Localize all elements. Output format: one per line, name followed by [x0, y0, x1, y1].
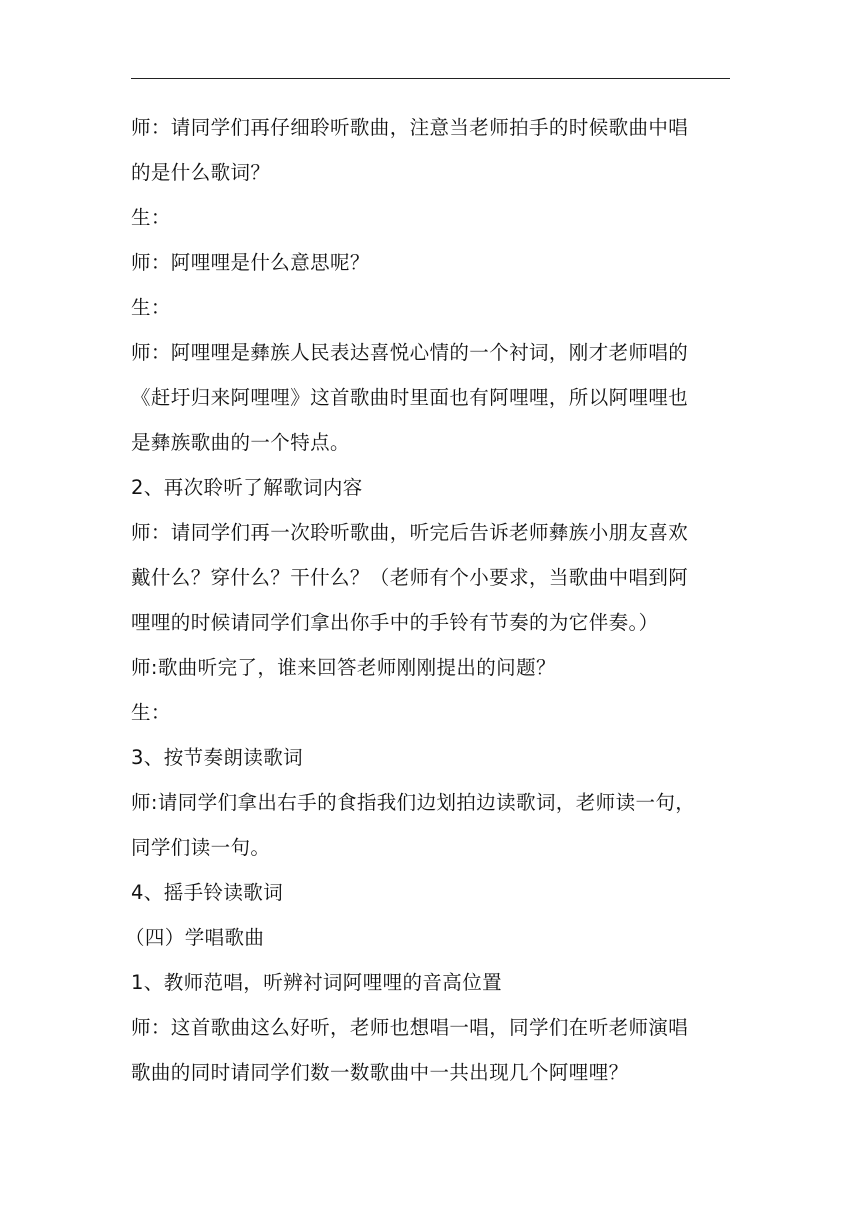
- section-heading: 3、按节奏朗读歌词: [131, 746, 304, 769]
- text-line: 师：阿哩哩是什么意思呢？: [131, 251, 370, 274]
- text-line: 《赶圩归来阿哩哩》这首歌曲时里面也有阿哩哩，所以阿哩哩也: [131, 386, 689, 409]
- text-line: 生：: [131, 701, 171, 724]
- section-heading: （四）学唱歌曲: [125, 926, 265, 949]
- text-line: 师:请同学们拿出右手的食指我们边划拍边读歌词，老师读一句，: [131, 791, 696, 814]
- text-line: 的是什么歌词？: [131, 161, 271, 184]
- text-line: 师:歌曲听完了，谁来回答老师刚刚提出的问题？: [131, 656, 556, 679]
- text-line: 哩哩的时候请同学们拿出你手中的手铃有节奏的为它伴奏。）: [131, 611, 659, 634]
- text-line: 戴什么？穿什么？干什么？（老师有个小要求，当歌曲中唱到阿: [131, 566, 689, 589]
- text-line: 师：这首歌曲这么好听，老师也想唱一唱，同学们在听老师演唱: [131, 1016, 689, 1039]
- text-line: 师：请同学们再一次聆听歌曲，听完后告诉老师彝族小朋友喜欢: [131, 521, 689, 544]
- text-line: 同学们读一句。: [131, 836, 271, 859]
- text-line: 生：: [131, 296, 171, 319]
- text-line: 师：请同学们再仔细聆听歌曲，注意当老师拍手的时候歌曲中唱: [131, 116, 689, 139]
- text-line: 生：: [131, 206, 171, 229]
- header-rule: [131, 78, 730, 79]
- section-heading: 1、教师范唱，听辨衬词阿哩哩的音高位置: [131, 971, 503, 994]
- section-heading: 4、摇手铃读歌词: [131, 881, 284, 904]
- section-heading: 2、再次聆听了解歌词内容: [131, 476, 363, 499]
- text-line: 是彝族歌曲的一个特点。: [131, 431, 350, 454]
- text-line: 师：阿哩哩是彝族人民表达喜悦心情的一个衬词，刚才老师唱的: [131, 341, 689, 364]
- text-line: 歌曲的同时请同学们数一数歌曲中一共出现几个阿哩哩？: [131, 1061, 629, 1084]
